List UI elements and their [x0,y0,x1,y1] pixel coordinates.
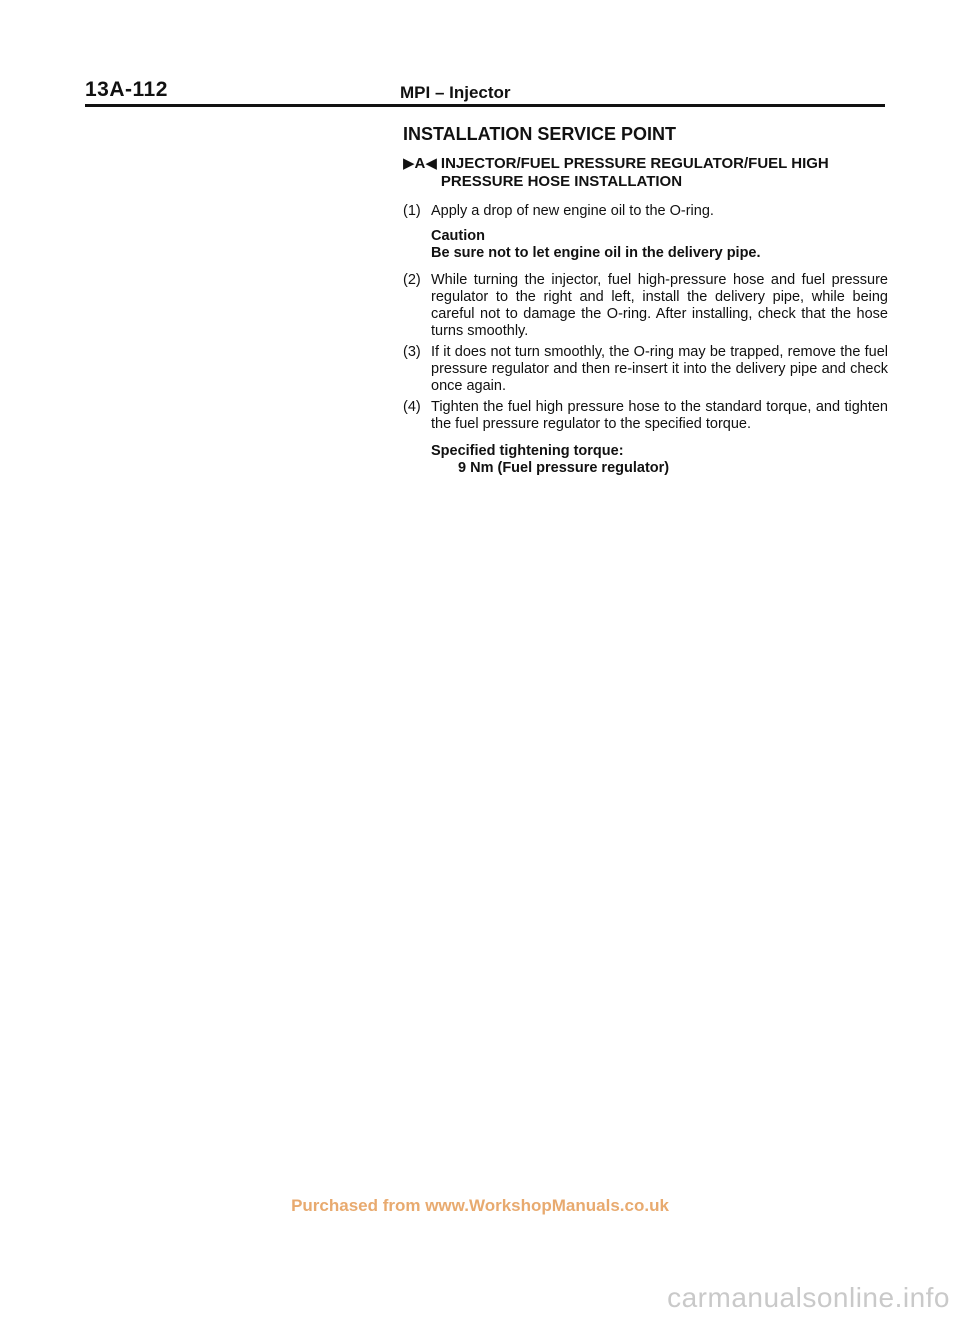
caution-block [431,228,888,262]
page-number: 13A-112 [85,78,168,101]
step-number: (2) [403,272,421,288]
step-text: Apply a drop of new engine oil to the O-ring. [431,203,714,219]
caution-label: Caution [431,228,485,244]
main-content [403,120,888,477]
torque-spec [431,443,888,477]
step-2 [403,272,888,340]
step-number: (4) [403,399,421,415]
service-point-marker: ▶A◀ [403,155,437,172]
site-watermark: carmanualsonline.info [667,1282,950,1313]
step-1 [403,203,888,220]
section-title: INSTALLATION SERVICE POINT [403,124,677,144]
purchase-watermark: Purchased from www.WorkshopManuals.co.uk [291,1196,669,1215]
subsection-heading [403,155,888,191]
step-number: (1) [403,203,421,219]
caution-text: Be sure not to let engine oil in the delivery pipe. [431,245,761,261]
step-number: (3) [403,344,421,360]
torque-spec-value: 9 Nm (Fuel pressure regulator) [458,460,670,476]
header-rule [85,104,885,107]
step-text: While turning the injector, fuel high-pressure hose and fuel pressure regulator to the right and left, install the delivery pipe, while being careful not to damage the O-ring. After installing, check that the hose turns smoothly. [431,272,888,339]
step-text: Tighten the fuel high pressure hose to the standard torque, and tighten the fuel pressure regulator to the specified torque. [431,399,888,432]
step-3 [403,344,888,395]
running-title: MPI – Injector [400,83,511,102]
step-4 [403,399,888,433]
torque-spec-label: Specified tightening torque: [431,443,624,459]
subsection-heading-text: INJECTOR/FUEL PRESSURE REGULATOR/FUEL HIGH PRESSURE HOSE INSTALLATION [440,155,829,190]
step-text: If it does not turn smoothly, the O-ring may be trapped, remove the fuel pressure regulator and then re-insert it into the delivery pipe and check once again. [431,344,888,394]
